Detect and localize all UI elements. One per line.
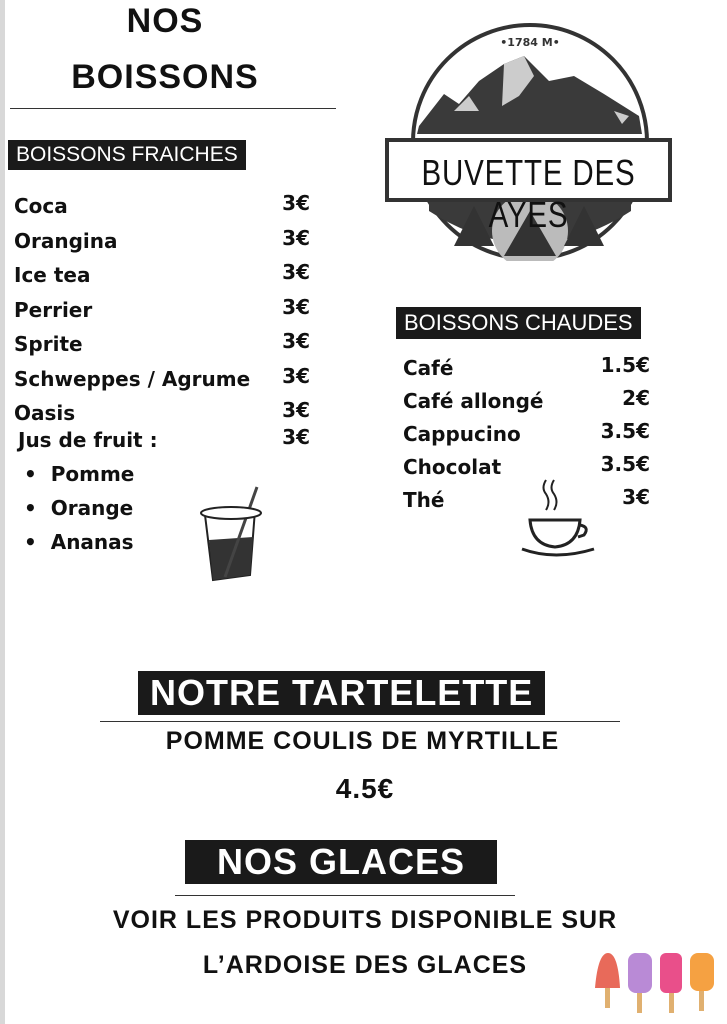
menu-item-name: Café allongé [403,389,544,413]
logo-altitude: •1784 M• [500,36,560,49]
menu-item-name: Chocolat [403,455,502,479]
page-title-line2: BOISSONS [71,58,259,96]
section-tartlet: NOTRE TARTELETTE [138,671,545,715]
menu-item-price: 3€ [282,398,310,422]
menu-item-price: 3.5€ [600,419,650,443]
menu-item-name: Café [403,356,454,380]
section-cold-drinks: BOISSONS FRAICHES [8,140,246,170]
menu-item-name: Thé [403,488,445,512]
menu-item-price: 3€ [282,225,310,250]
coffee-cup-icon [518,475,598,564]
divider [175,895,515,896]
menu-item-name: Orangina [14,228,118,253]
popsicles-icon [590,948,720,1024]
menu-item-price: 3€ [282,191,310,215]
menu-item-price: 3€ [622,485,650,509]
section-hot-drinks: BOISSONS CHAUDES [396,307,641,339]
tartlet-name: POMME COULIS DE MYRTILLE [165,727,560,755]
page-title-line1: NOS [126,2,204,40]
menu-item-price: 3.5€ [600,452,650,476]
divider [100,721,620,722]
logo [384,16,674,261]
section-ice-cream: NOS GLACES [185,840,497,884]
menu-item-price: 3€ [282,363,310,388]
menu-item-price: 3€ [282,329,310,353]
menu-item-name: Oasis [14,401,76,425]
juice-item: • Ananas [24,530,134,554]
menu-item-price: 3€ [282,260,310,284]
menu-item-price: 2€ [622,386,650,410]
ice-cream-note-line2: L’ARDOISE DES GLACES [202,951,528,979]
menu-item-price: 3€ [282,424,310,449]
menu-item-name: Jus de fruit : [18,427,158,452]
ice-cream-note-line1: VOIR LES PRODUITS DISPONIBLE SUR [112,906,618,934]
juice-item: • Pomme [24,462,135,486]
iced-drink-cup-icon [195,485,275,589]
menu-item-price: 1.5€ [600,353,650,377]
menu-item-price: 3€ [282,294,310,319]
tartlet-price: 4.5€ [335,773,395,804]
menu-item-name: Schweppes / Agrume [14,366,251,391]
menu-item-name: Perrier [14,297,93,322]
menu-item-name: Sprite [14,332,83,356]
juice-item: • Orange [24,496,134,520]
divider [10,108,336,109]
page-border [0,0,5,1024]
menu-item-name: Coca [14,194,68,218]
menu-item-name: Ice tea [14,263,91,287]
menu-item-name: Cappucino [403,422,521,446]
logo-name: BUVETTE DES AYES [421,152,636,235]
